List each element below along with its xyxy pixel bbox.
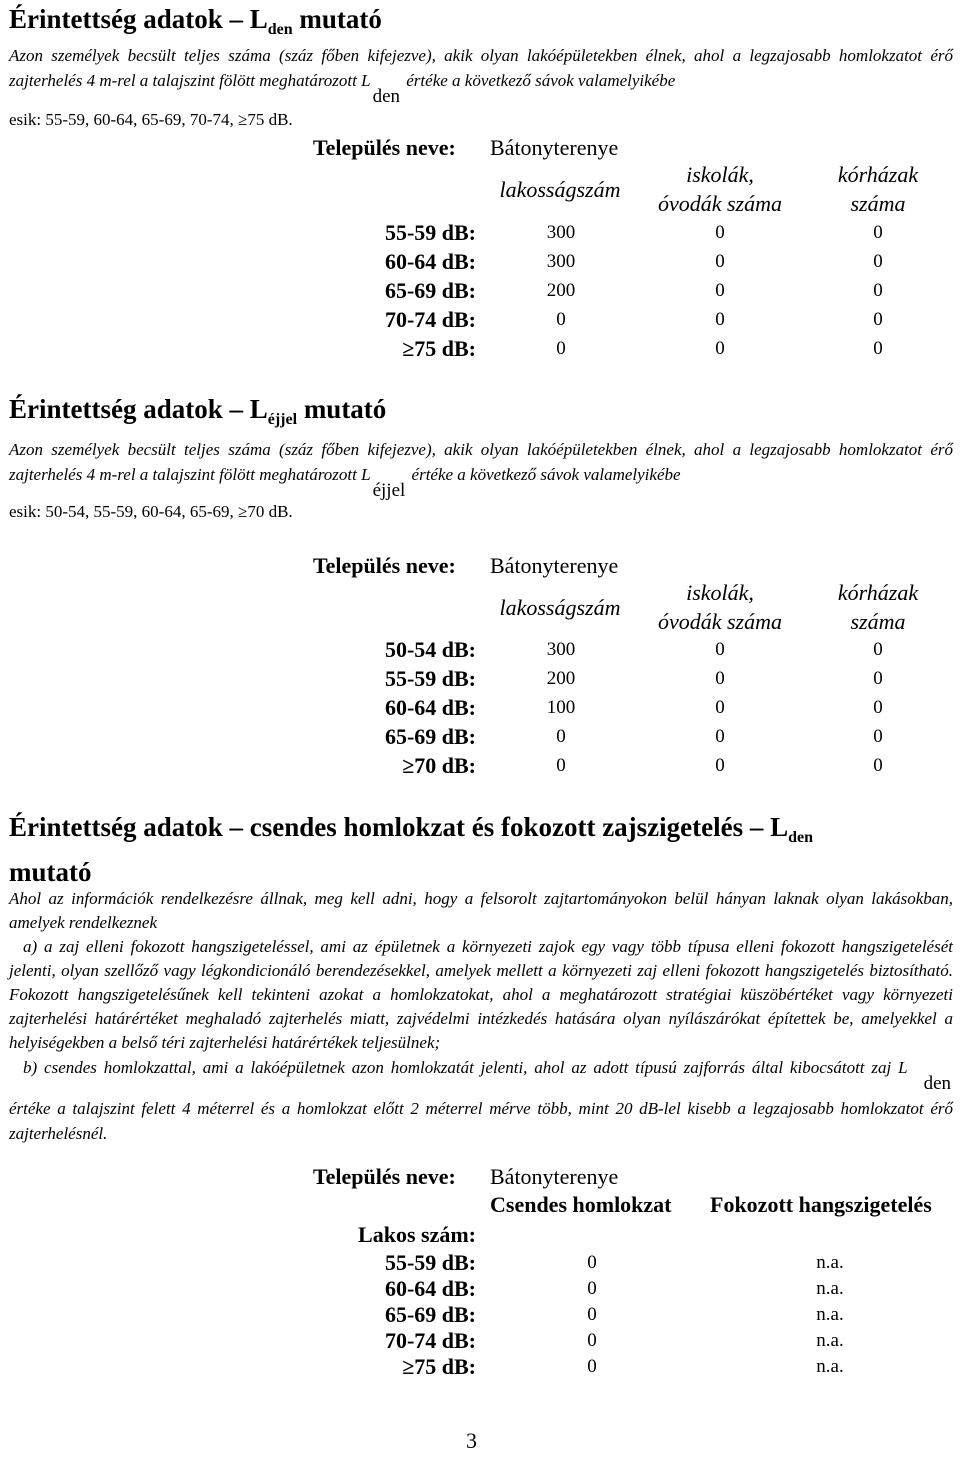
table-row-label: 60-64 dB: bbox=[384, 249, 476, 274]
table-cell: 0 bbox=[587, 1304, 597, 1325]
col-line2: óvodák száma bbox=[657, 191, 783, 216]
table-row-label: 65-69 dB: bbox=[384, 724, 476, 749]
section3-col-fokozott: Fokozott hangszigetelés bbox=[710, 1192, 932, 1217]
table-cell: 0 bbox=[556, 309, 566, 330]
para-b-subscript: den bbox=[923, 1073, 951, 1094]
table-cell: 0 bbox=[715, 697, 725, 718]
table-cell: 0 bbox=[715, 222, 725, 243]
table-row-label: 65-69 dB: bbox=[384, 278, 476, 303]
para-a: a) a zaj elleni fokozott hangszigeteléssel, ami az épületnek a környezeti zajok egy vagy több típusa elleni fokozott hangszigetelését jelenti, olyan szellőző vagy légkondicionáló berendezésekkel, amelyek mellett a környezeti zaj elleni fokozott hangszigetelés biztosítható. Fokozott hangszigetelésűnek kell tekinteni azokat a homlokzatokat, ahol a meghatározott stratégiai küszöbértéket vagy környezeti zajterhelési határértéket meghaladó zajterhelés miatt, zajvédelmi intézkedés hatására olyan nyílászárókat építettek be, amelyekkel a helyiségekben a belső téri zajterhelési határértékek teljesülnek; bbox=[9, 937, 953, 1052]
page-number: 3 bbox=[466, 1428, 477, 1453]
col-line2: száma bbox=[850, 609, 906, 634]
table-cell: 300 bbox=[546, 222, 576, 243]
col-line1: kórházak bbox=[837, 580, 919, 605]
heading-subscript: éjjel bbox=[267, 411, 298, 428]
section2-col-korhazak bbox=[788, 578, 960, 636]
table-cell: 0 bbox=[715, 726, 725, 747]
table-cell: 0 bbox=[715, 639, 725, 660]
table-cell: 0 bbox=[873, 639, 883, 660]
table-row-label: 60-64 dB: bbox=[384, 695, 476, 720]
para-subscript: éjjel bbox=[372, 480, 406, 501]
section1-col-lakossagszam: lakosságszám bbox=[499, 177, 621, 202]
para-intro: Ahol az információk rendelkezésre állnak, meg kell adni, hogy a felsorolt zajtartományokon belül hányan laknak olyan lakásokban, amelyek rendelkeznek bbox=[9, 889, 953, 932]
para-text: Azon személyek becsült teljes száma (száz főben kifejezve), akik olyan lakóépületekben élnek, ahol a legzajosabb homlokzatot érő zajterhelés 4 m-rel a talajszint fölött meghatározott L bbox=[9, 46, 953, 90]
table-row-label: 65-69 dB: bbox=[384, 1302, 476, 1327]
table-cell: 0 bbox=[873, 668, 883, 689]
table-cell: 0 bbox=[715, 338, 725, 359]
table-cell: 0 bbox=[873, 251, 883, 272]
col-line1: iskolák, bbox=[686, 162, 754, 187]
table-cell: 0 bbox=[715, 668, 725, 689]
table-cell: 0 bbox=[587, 1278, 597, 1299]
telepules-label-text: Település neve: bbox=[313, 1164, 456, 1189]
table-cell: n.a. bbox=[816, 1252, 844, 1273]
col-line1: iskolák, bbox=[686, 580, 754, 605]
section1-col-iskolak bbox=[630, 160, 810, 218]
section3-body bbox=[9, 887, 953, 1146]
section2-col-lakossagszam: lakosságszám bbox=[499, 595, 621, 620]
table-row-label: ≥75 dB: bbox=[402, 1354, 476, 1379]
col-line1: kórházak bbox=[837, 162, 919, 187]
heading-end: mutató bbox=[303, 394, 387, 424]
section2-col-iskolak bbox=[630, 578, 810, 636]
section2-telepules-value: Bátonyterenye bbox=[490, 553, 619, 578]
table-cell: 0 bbox=[873, 726, 883, 747]
table-cell: 200 bbox=[546, 280, 576, 301]
para-text-end: értéke a következő sávok valamelyikébe bbox=[411, 465, 681, 484]
col-line2: száma bbox=[850, 191, 906, 216]
table-cell: 0 bbox=[873, 222, 883, 243]
para-text-end: értéke a következő sávok valamelyikébe bbox=[406, 71, 676, 90]
section3-col-csendes: Csendes homlokzat bbox=[490, 1192, 672, 1217]
table-cell: 0 bbox=[873, 338, 883, 359]
table-cell: 0 bbox=[715, 251, 725, 272]
table-cell: 0 bbox=[873, 309, 883, 330]
heading-text: Érintettség adatok – L bbox=[9, 4, 268, 34]
para-b bbox=[9, 1055, 953, 1146]
table-row-label: 50-54 dB: bbox=[384, 637, 476, 662]
table-cell: 0 bbox=[556, 338, 566, 359]
table-cell: 0 bbox=[873, 697, 883, 718]
table-row-label: 60-64 dB: bbox=[384, 1276, 476, 1301]
table-cell: n.a. bbox=[816, 1278, 844, 1299]
section1-paragraph bbox=[9, 43, 953, 109]
table-cell: 0 bbox=[715, 280, 725, 301]
section1-telepules-label bbox=[313, 135, 456, 161]
para-text: Azon személyek becsült teljes száma (száz főben kifejezve), akik olyan lakóépületekben élnek, ahol a legzajosabb homlokzatot érő zajterhelés 4 m-rel a talajszint fölött meghatározott L bbox=[9, 440, 953, 484]
section1-esik: esik: 55-59, 60-64, 65-69, 70-74, ≥75 dB. bbox=[9, 110, 293, 129]
section1-telepules-value: Bátonyterenye bbox=[490, 135, 619, 160]
telepules-label-text: Település neve: bbox=[313, 135, 456, 160]
table-cell: 0 bbox=[587, 1356, 597, 1377]
heading-subscript: den bbox=[788, 829, 814, 846]
table-row-label: 70-74 dB: bbox=[384, 307, 476, 332]
section2-heading bbox=[9, 394, 386, 429]
table-row-label: 55-59 dB: bbox=[384, 1250, 476, 1275]
section2-telepules-label bbox=[313, 553, 456, 579]
table-cell: 300 bbox=[546, 639, 576, 660]
col-line2: óvodák száma bbox=[657, 609, 783, 634]
para-subscript: den bbox=[372, 86, 401, 107]
table-cell: 100 bbox=[546, 697, 576, 718]
table-cell: 0 bbox=[587, 1252, 597, 1273]
heading-end: mutató bbox=[9, 857, 92, 887]
table-row-label: 70-74 dB: bbox=[384, 1328, 476, 1353]
section3-telepules-value: Bátonyterenye bbox=[490, 1164, 619, 1189]
table-cell: 200 bbox=[546, 668, 576, 689]
heading-text: Érintettség adatok – L bbox=[9, 394, 268, 424]
table-cell: 0 bbox=[556, 755, 566, 776]
heading-subscript: den bbox=[267, 21, 293, 38]
table-cell: n.a. bbox=[816, 1304, 844, 1325]
table-cell: n.a. bbox=[816, 1356, 844, 1377]
heading-end: mutató bbox=[299, 4, 382, 34]
section1-col-korhazak bbox=[788, 160, 960, 218]
telepules-label-text: Település neve: bbox=[313, 553, 456, 578]
table-cell: 0 bbox=[556, 726, 566, 747]
section2-paragraph bbox=[9, 437, 953, 503]
section3-lakos-label: Lakos szám: bbox=[358, 1222, 476, 1247]
table-row-label: 55-59 dB: bbox=[384, 666, 476, 691]
table-cell: 0 bbox=[587, 1330, 597, 1351]
table-cell: 0 bbox=[715, 755, 725, 776]
section3-telepules-label bbox=[313, 1164, 456, 1190]
table-row-label: ≥70 dB: bbox=[402, 753, 476, 778]
para-b-text: b) csendes homlokzattal, ami a lakóépületnek azon homlokzatát jelenti, ahol az adott típusú zajforrás által kibocsátott zaj L bbox=[23, 1058, 908, 1077]
table-cell: 0 bbox=[873, 280, 883, 301]
section1-heading bbox=[9, 4, 382, 39]
table-cell: 300 bbox=[546, 251, 576, 272]
table-row-label: ≥75 dB: bbox=[402, 336, 476, 361]
table-row-label: 55-59 dB: bbox=[384, 220, 476, 245]
heading-text: Érintettség adatok – csendes homlokzat és fokozott zajszigetelés – L bbox=[9, 812, 789, 842]
table-cell: 0 bbox=[715, 309, 725, 330]
section3-heading bbox=[9, 810, 953, 889]
para-b-text-end: értéke a talajszint felett 4 méterrel és a homlokzat előtt 2 méterrel mérve több, mint 20 dB-lel kisebb a legzajosabb homlokzatot érő zajterhelésnél. bbox=[9, 1099, 953, 1143]
table-cell: 0 bbox=[873, 755, 883, 776]
section2-esik: esik: 50-54, 55-59, 60-64, 65-69, ≥70 dB. bbox=[9, 502, 293, 521]
table-cell: n.a. bbox=[816, 1330, 844, 1351]
